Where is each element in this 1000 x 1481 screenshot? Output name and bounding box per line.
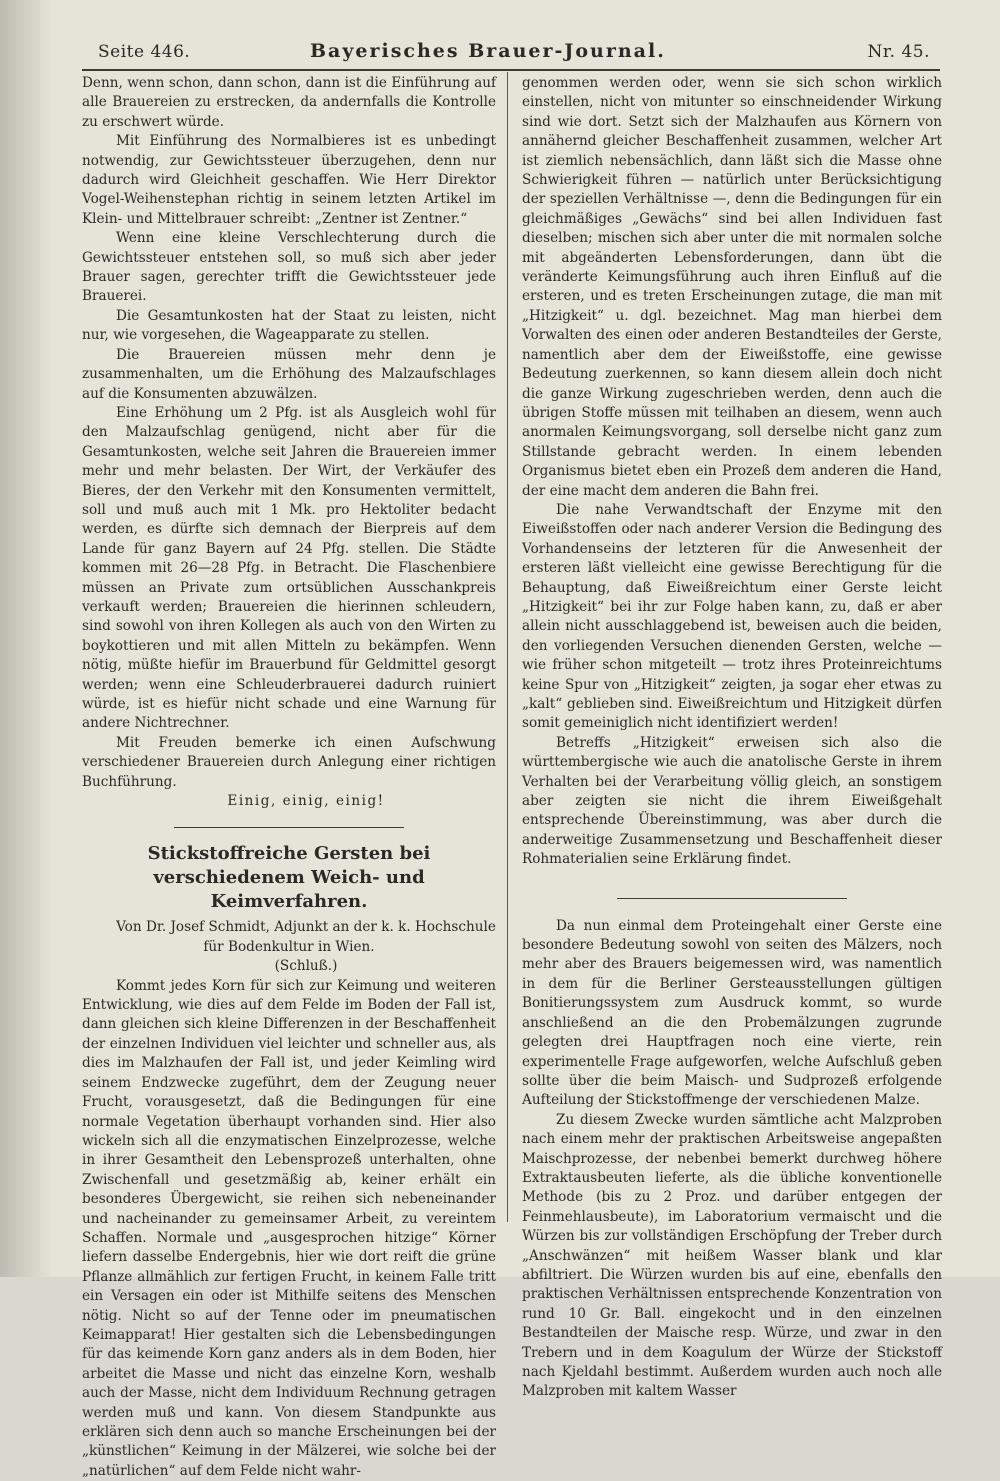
issue-number: Nr. 45. (867, 42, 930, 62)
binding-shadow (0, 0, 52, 1277)
paragraph: Die Gesamtunkosten hat der Staat zu leisten, nicht nur, wie vorgesehen, die Wageapparate zu stellen. (82, 307, 496, 344)
paragraph: Mit Freuden bemerke ich einen Aufschwung verschiedener Brauereien durch Anlegung einer richtigen Buchführung. (82, 734, 496, 790)
paragraph: Zu diesem Zwecke wurden sämtliche acht Malzproben nach einem mehr der praktischen Arbeitsweise angepaßten Maischprozesse, der nebenbei bemerkt durchweg höhere Extraktausbeuten lieferte, als die übliche konventionelle Methode (bis zu 2 Proz. und darüber entgegen der Feinmehlausbeute), im Laboratorium vermaischt und die Würzen bis zur vollständigen Erschöpfung der Treber durch „Anschwänzen“ mit heißem Wasser blank und klar abfiltriert. Die Würzen wurden bis auf eine, ebenfalls den praktischen Verhältnissen entsprechende Konzentration von rund 10 Gr. Ball. eingekocht und in den einzelnen Bestandteilen der Maische resp. Würze, und zwar in den Trebern und in dem Koagulum der Würze der Stickstoff nach Kjeldahl bestimmt. Außerdem wurden auch noch alle Malzproben mit kaltem Wasser (522, 1111, 942, 1400)
byline: Von Dr. Josef Schmidt, Adjunkt an der k. k. Hochschule für Bodenkultur in Wien. (116, 919, 496, 955)
article-title: Stickstoffreiche Gersten bei verschiedenem Weich- und Keimverfahren. (147, 843, 431, 913)
closing-line: Einig, einig, einig! (227, 793, 385, 810)
page-header (80, 38, 940, 68)
column-divider (507, 72, 508, 1222)
paragraph: Die Brauereien müssen mehr denn je zusammenhalten, um die Erhöhung des Malzaufschlages auf die Konsumenten abzuwälzen. (82, 346, 496, 402)
right-column (522, 74, 942, 1402)
paragraph: Eine Erhöhung um 2 Pfg. ist als Ausgleich wohl für den Malzaufschlag genügend, nicht aber für die Gesamtunkosten, welche seit Jahren die Brauereien immer mehr und mehr belasten. Der Wirt, der Verkäufer des Bieres, der den Verkehr mit den Konsumenten vermittelt, soll und muß auch mit 1 Mk. pro Hektoliter bedacht werden, es dürfte sich demnach der Bierpreis auf dem Lande für ganz Bayern auf 24 Pfg. stellen. Die Städte kommen mit 26—28 Pfg. in Betracht. Die Flaschenbiere müssen an Private zum ortsüblichen Ausschankpreis verkauft werden; Brauereien die hierinnen schleudern, sind sowohl von ihren Kollegen als auch von den Wirten zu boykottieren und mit allen Mitteln zu bekämpfen. Wenn nötig, müßte hiefür im Brauerbund für Geldmittel gesorgt werden; wenn eine Schleuderbrauerei dadurch ruiniert würde, ist es hiefür nicht schade und eine Warnung für andere Nichtrechner. (82, 404, 496, 732)
paragraph: Denn, wenn schon, dann schon, dann ist die Einführung auf alle Brauereien zu erstrecken, da andernfalls die Kontrolle zu erschwert würde. (82, 75, 496, 130)
section-divider (617, 898, 847, 899)
left-column (82, 74, 496, 1481)
paragraph: genommen werden oder, wenn sie sich schon wirklich einstellen, nicht von mitunter so einschneidender Wirkung sind wie dort. Setzt sich der Malzhaufen aus Körnern von annähernd gleicher Beschaffenheit zusammen, welcher Art ist ziemlich nebensächlich, dann läßt sich die Masse ohne Schwierigkeit führen — natürlich unter Berücksichtigung der speziellen Verhältnisse —, denn die Bedingungen für ein gleichmäßiges „Gewächs“ sind bei allen Individuen fast dieselben; mischen sich aber unter die mit normalen solche mit abgeänderten Lebensforderungen, dann übt die veränderte Keimungsführung auch ihren Einfluß auf die ersteren, und es treten Erscheinungen zutage, die man mit „Hitzigkeit“ u. dgl. bezeichnet. Mag man hierbei dem Vorwalten des einen oder anderen Bestandteiles der Gerste, namentlich aber dem der Eiweißstoffe, eine gewisse Bedeutung zuerkennen, so kann diesem allein doch nicht die ganze Wirkung zugeschrieben werden, denn auch die übrigen Stoffe müssen mit teilhaben an diesem, wenn auch anormalen Keimungsvorgang, soll derselbe nicht ganz zum Stillstande gebracht werden. In einem lebenden Organismus bietet eben ein Prozeß dem anderen die Hand, der eine macht dem anderen die Bahn frei. (522, 75, 942, 499)
section-divider (174, 827, 404, 828)
continuation-note: (Schluß.) (274, 958, 338, 975)
paragraph: Betreffs „Hitzigkeit“ erweisen sich also die württembergische wie auch die anatolische Gerste in ihrem Verhalten bei der Verarbeitung völlig gleich, an sonstigem aber zeigten sie nicht die ihrem Eiweißgehalt entsprechende Übereinstimmung, was aber durch die anderweitige Zusammensetzung und Beschaffenheit dieser Rohmaterialien seine Erklärung findet. (522, 734, 942, 868)
paragraph: Wenn eine kleine Verschlechterung durch die Gewichtssteuer entstehen soll, so muß sich aber jeder Brauer sagen, gerechter trifft die Gewichtssteuer jede Brauerei. (82, 230, 496, 305)
paragraph: Da nun einmal dem Proteingehalt einer Gerste eine besondere Bedeutung sowohl von seiten des Mälzers, noch mehr aber des Brauers beigemessen wird, was namentlich in dem für die Berliner Gersteausstellungen gültigen Bonitierungssystem zum Ausdruck kommt, so wurde anschließend an die den Probemälzungen zugrunde gelegten drei Hauptfragen noch eine vierte, rein experimentelle Frage aufgeworfen, welche Aufschluß geben sollte über die beim Maisch- und Sudprozeß erfolgende Aufteilung der Stickstoffmenge der verschiedenen Malze. (522, 917, 942, 1109)
header-rule (82, 69, 940, 71)
page-number: Seite 446. (98, 42, 191, 62)
paragraph: Mit Einführung des Normalbieres ist es unbedingt notwendig, zur Gewichtssteuer überzugehen, denn nur dadurch wird Gleichheit geschaffen. Wie Herr Direktor Vogel-Weihenstephan richtig in seinem letzten Artikel im Klein- und Mittelbrauer schreibt: „Zentner ist Zentner.“ (82, 133, 496, 227)
journal-title: Bayerisches Brauer-Journal. (310, 40, 666, 62)
paragraph: Kommt jedes Korn für sich zur Keimung und weiteren Entwicklung, wie dies auf dem Felde im Boden der Fall ist, dann gleichen sich kleine Differenzen in der Beschaffenheit der einzelnen Individuen viel leichter und schneller aus, als dies im Malzhaufen der Fall ist, und jeder Keimling wird seinem Endzwecke zugeführt, dem der Zeugung neuer Frucht, vorausgesetzt, daß die Bedingungen für eine normale Vegetation überhaupt vorhanden sind. Hier also wickeln sich all die enzymatischen Einzelprozesse, welche in ihrer Gesamtheit den Lebensprozeß unterhalten, ohne Zwischenfall und gesetzmäßig ab, keiner erhält ein besonderes Übergewicht, sie reihen sich nebeneinander und nacheinander zu gemeinsamer Arbeit, zu vereintem Schaffen. Normale und „ausgesprochen hitzige“ Körner liefern dasselbe Endergebnis, hier wie dort reift die grüne Pflanze allmählich zur fertigen Frucht, in keinem Falle tritt ein Versagen ein oder ist Mithilfe seitens des Menschen nötig. Nicht so auf der Tenne oder im pneumatischen Keimapparat! Hier gestalten sich die Lebensbedingungen für das keimende Korn ganz anders als in dem Boden, hier arbeitet die Masse und nicht das einzelne Korn, weshalb auch der Masse, nicht dem Individuum Rechnung getragen werden muß und kann. Von diesem Standpunkte aus erklären sich denn auch so manche Erscheinungen bei der „künstlichen“ Keimung in der Mälzerei, wie solche bei der „natürlichen“ auf dem Felde nicht wahr- (82, 977, 496, 1479)
paragraph: Die nahe Verwandtschaft der Enzyme mit den Eiweißstoffen oder nach anderer Version die Bedingung des Vorhandenseins der letzteren für die Anwesenheit der ersteren läßt vielleicht eine gewisse Berechtigung für die Behauptung, daß Eiweißreichtum einer Gerste leicht „Hitzigkeit“ bei ihr zur Folge haben kann, zu, daß er aber allein nicht ausschlaggebend ist, beweisen auch die beiden, den vorliegenden Versuchen dienenden Gersten, welche — wie früher schon mitgeteilt — trotz ihres Proteinreichtums keine Spur von „Hitzigkeit“ zeigten, ja sogar eher etwas zu „kalt“ geblieben sind. Eiweißreichtum und Hitzigkeit dürfen somit gemeiniglich nicht identifiziert werden! (522, 501, 942, 732)
